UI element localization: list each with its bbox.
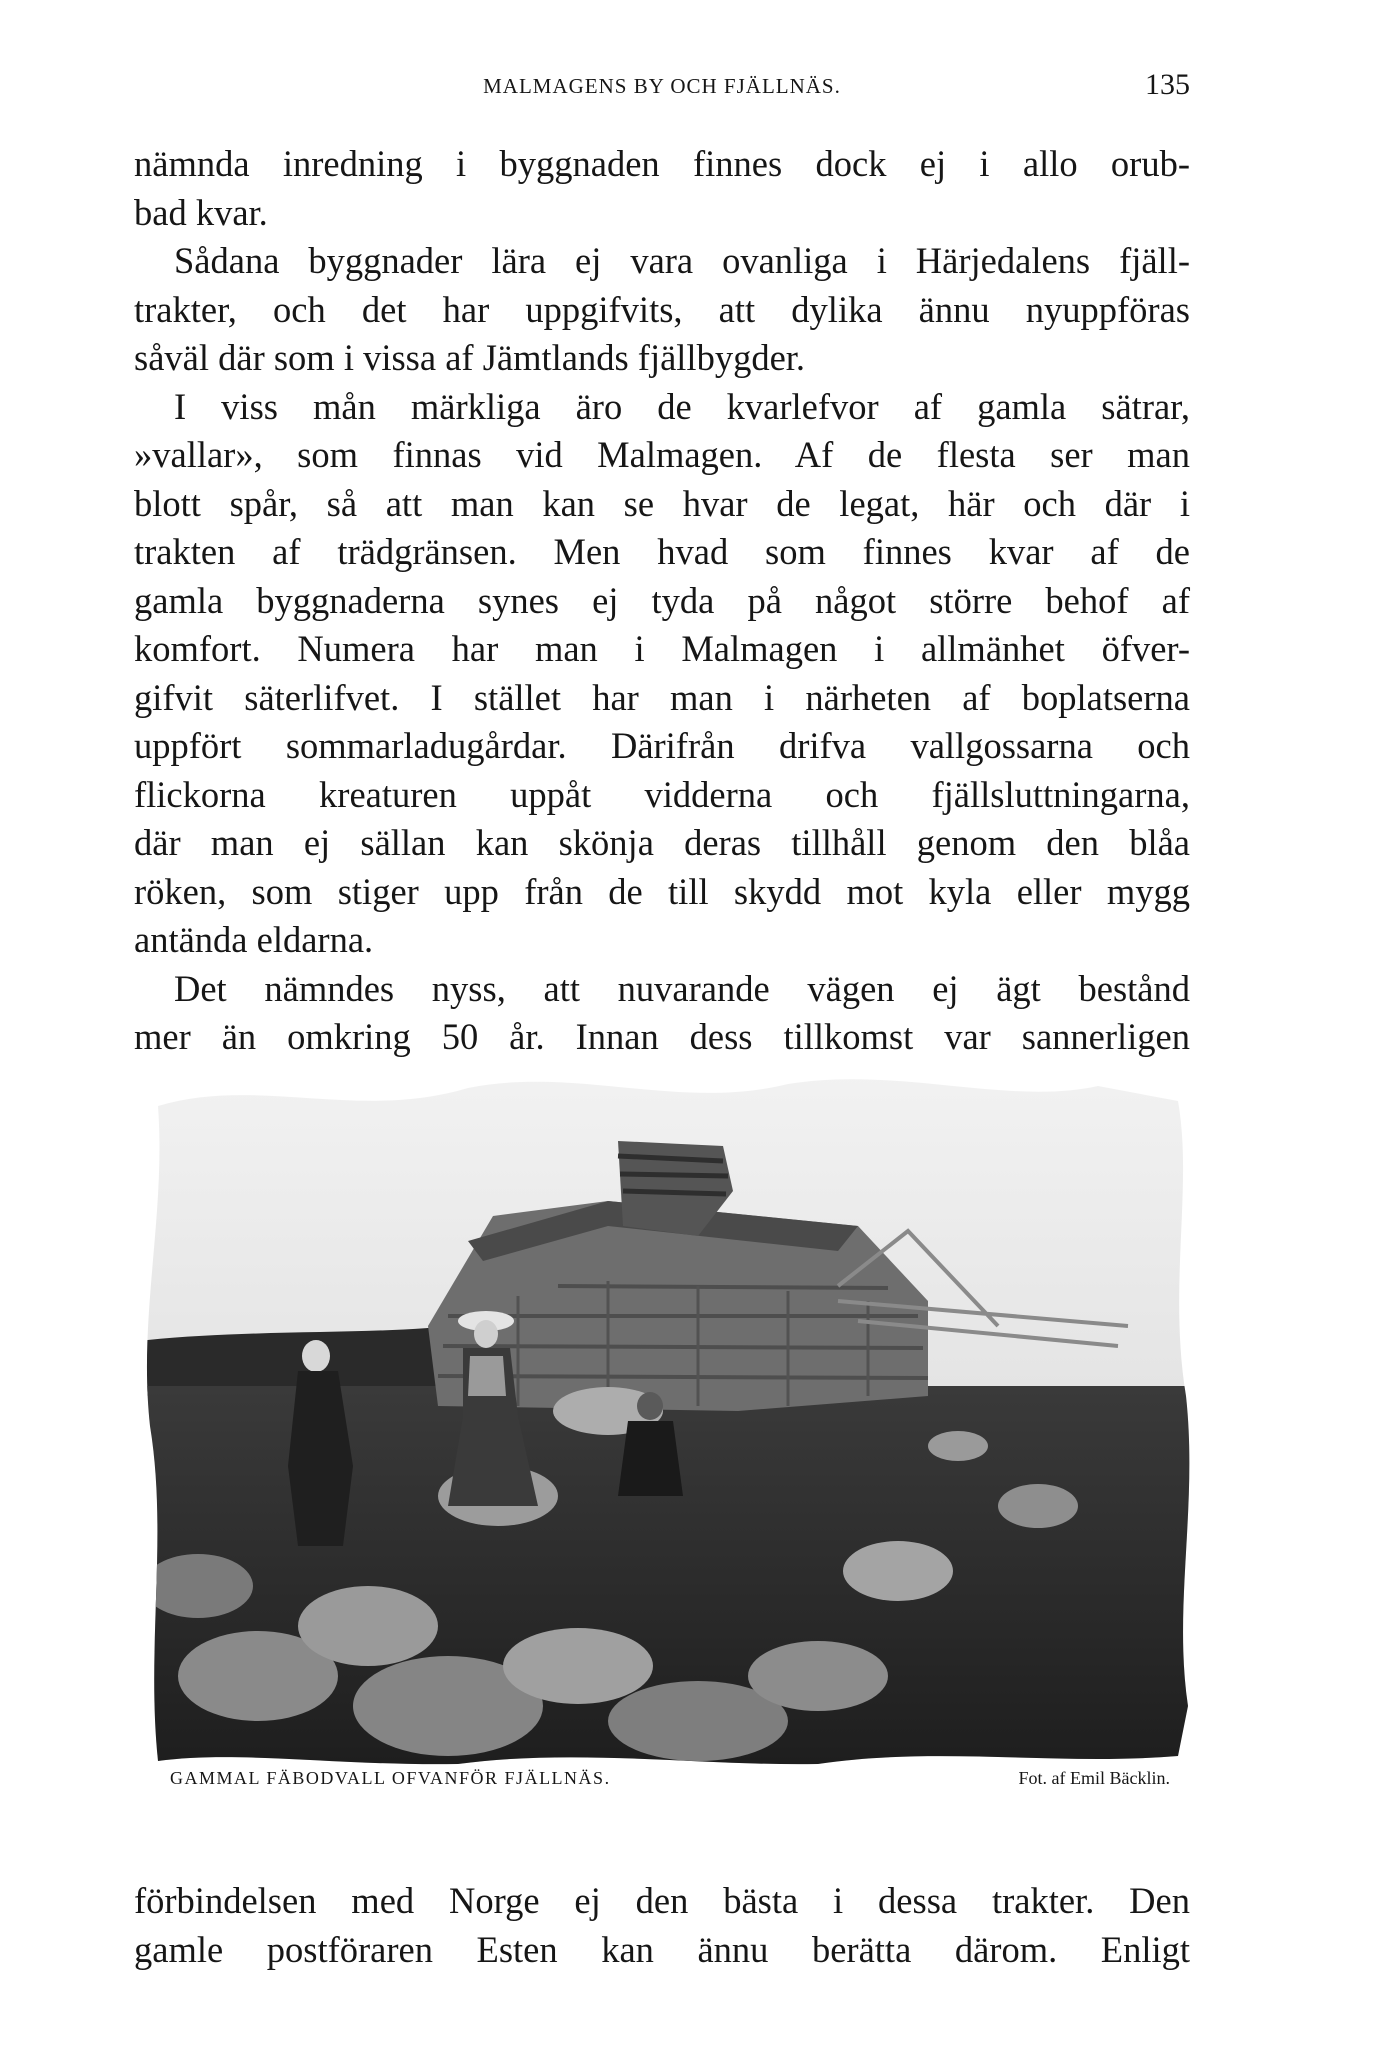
- photo-credit: Fot. af Emil Bäcklin.: [1018, 1768, 1170, 1788]
- text-line: uppfört sommarladugårdar. Därifrån drifva vallgossarna och: [134, 725, 1190, 766]
- text-line: förbindelsen med Norge ej den bästa i dessa trakter. Den: [134, 1880, 1190, 1921]
- text-line: trakten af trädgränsen. Men hvad som finnes kvar af de: [134, 531, 1190, 572]
- text-line: I viss mån märkliga äro de kvarlefvor af gamla sätrar,: [174, 385, 1190, 427]
- text-line: komfort. Numera har man i Malmagen i allmänhet öfver-: [134, 628, 1190, 669]
- text-line: gamla byggnaderna synes ej tyda på något större behof af: [134, 579, 1190, 621]
- text-line: Det nämndes nyss, att nuvarande vägen ej ägt bestånd: [174, 967, 1190, 1009]
- photo-illustration: [138, 1066, 1198, 1766]
- text-line: bad kvar.: [134, 191, 268, 233]
- body-text-bottom: [134, 1877, 1190, 1974]
- running-head-title: MALMAGENS BY OCH FJÄLLNÄS.: [483, 74, 841, 98]
- body-text-top: [134, 140, 1190, 1062]
- text-line: blott spår, så att man kan se hvar de legat, här och där i: [134, 482, 1190, 524]
- text-line: antända eldarna.: [134, 919, 374, 960]
- caption-title: GAMMAL FÄBODVALL OFVANFÖR FJÄLLNÄS.: [170, 1768, 611, 1788]
- text-line: där man ej sällan kan skönja deras tillhåll genom den blåa: [134, 822, 1190, 863]
- text-line: flickorna kreaturen uppåt vidderna och fjällsluttningarna,: [134, 773, 1190, 815]
- text-line: röken, som stiger upp från de till skydd mot kyla eller mygg: [134, 870, 1190, 912]
- photograph-mountain-hut: [138, 1066, 1198, 1766]
- text-line: gamle postföraren Esten kan ännu berätta därom. Enligt: [134, 1928, 1190, 1970]
- text-line: trakter, och det har uppgifvits, att dylika ännu nyuppföras: [134, 288, 1190, 330]
- text-line: gifvit säterlifvet. I stället har man i närheten af boplatserna: [134, 676, 1190, 718]
- running-head: [134, 68, 1190, 112]
- page-number: 135: [1145, 68, 1190, 101]
- text-line: Sådana byggnader lära ej vara ovanliga i Härjedalens fjäll-: [174, 240, 1190, 281]
- text-line: nämnda inredning i byggnaden finnes dock ej i allo orub-: [134, 143, 1190, 184]
- photo-caption: [170, 1768, 1170, 1798]
- text-line: mer än omkring 50 år. Innan dess tillkomst var sannerligen: [134, 1016, 1190, 1057]
- text-line: såväl där som i vissa af Jämtlands fjällbygder.: [134, 337, 806, 378]
- text-line: »vallar», som finnas vid Malmagen. Af de flesta ser man: [134, 434, 1190, 475]
